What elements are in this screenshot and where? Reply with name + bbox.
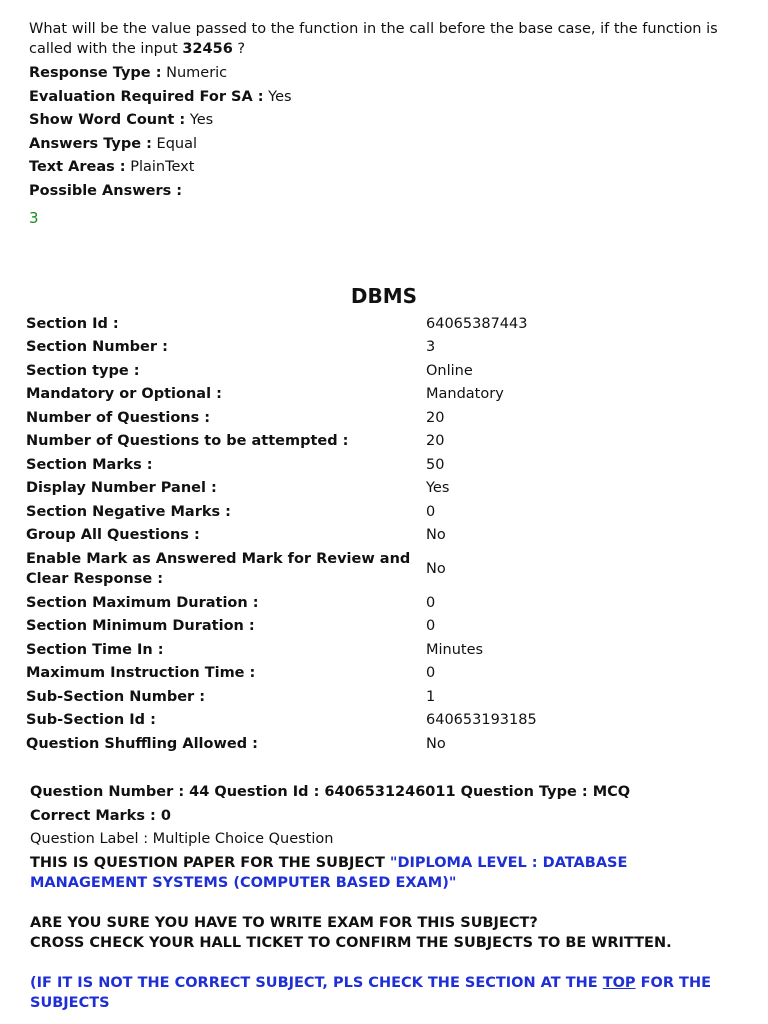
section-row xyxy=(26,430,746,454)
question-text xyxy=(29,19,729,59)
question-meta-row xyxy=(29,180,729,204)
question-meta-list xyxy=(29,62,729,203)
note-part-2: FOR THE SUBJECTS xyxy=(30,974,711,1011)
section-row xyxy=(26,453,746,477)
section-row xyxy=(26,312,746,336)
subject-notice xyxy=(30,853,742,893)
section-row-value: 20 xyxy=(426,409,445,426)
section-row xyxy=(26,615,746,639)
warning-notice xyxy=(30,913,742,953)
section-row-value: 3 xyxy=(426,339,436,356)
subject-prefix: THIS IS QUESTION PAPER FOR THE SUBJECT xyxy=(30,854,390,871)
question-text-after: ? xyxy=(232,41,246,57)
section-row-value: Online xyxy=(426,362,473,379)
section-row-value: 0 xyxy=(426,503,436,520)
section-row-key: Section type : xyxy=(26,362,140,379)
section-row xyxy=(26,336,746,360)
section-row xyxy=(26,662,746,686)
section-row-value: 0 xyxy=(426,594,436,611)
section-row-value: 640653193185 xyxy=(426,712,537,729)
section-row-key: Sub-Section Id : xyxy=(26,712,156,729)
section-row-key: Number of Questions : xyxy=(26,409,211,426)
meta-value: PlainText xyxy=(130,159,195,175)
top-link[interactable]: TOP xyxy=(602,974,636,991)
section-row-key: Enable Mark as Answered Mark for Review and Clear Response : xyxy=(26,551,411,587)
section-row-key: Section Id : xyxy=(26,315,119,332)
question-block xyxy=(29,19,729,229)
section-row-key: Section Minimum Duration : xyxy=(26,618,255,635)
section-row-value: 64065387443 xyxy=(426,315,528,332)
meta-value: Yes xyxy=(189,112,214,128)
section-row xyxy=(26,709,746,733)
mcq-question-label: Question Label : Multiple Choice Question xyxy=(30,831,334,847)
section-row xyxy=(26,638,746,662)
warning-line-2: CROSS CHECK YOUR HALL TICKET TO CONFIRM THE SUBJECTS TO BE WRITTEN. xyxy=(30,934,672,951)
meta-value: Numeric xyxy=(166,65,228,81)
section-row-key: Section Marks : xyxy=(26,456,153,473)
question-input-value: 32456 xyxy=(182,41,233,57)
question-meta-row xyxy=(29,109,729,133)
meta-value: Equal xyxy=(156,135,198,152)
section-row xyxy=(26,524,746,548)
section-row xyxy=(26,685,746,709)
section-row-value: 0 xyxy=(426,618,436,635)
section-row-value: Minutes xyxy=(426,641,484,658)
mcq-question-block xyxy=(30,781,742,1013)
section-row-key: Section Negative Marks : xyxy=(26,503,231,520)
section-row-value: Mandatory xyxy=(426,386,504,403)
section-row-value: 20 xyxy=(426,433,445,450)
section-row-value: No xyxy=(426,527,446,544)
possible-answer-value: 3 xyxy=(29,209,39,227)
meta-key: Possible Answers : xyxy=(29,182,183,199)
section-row-key: Section Number : xyxy=(26,339,168,356)
section-row-key: Section Time In : xyxy=(26,641,164,658)
section-row-key: Section Maximum Duration : xyxy=(26,594,259,611)
section-details-table xyxy=(26,312,746,756)
section-row-key: Question Shuffling Allowed : xyxy=(26,735,258,752)
meta-key: Show Word Count : xyxy=(29,112,186,128)
section-row xyxy=(26,383,746,407)
section-row-value: No xyxy=(426,561,446,577)
section-row xyxy=(26,477,746,501)
subject-name: "DIPLOMA LEVEL : DATABASE MANAGEMENT SYSTEMS (COMPUTER BASED EXAM)" xyxy=(30,854,628,891)
section-row-value: 1 xyxy=(426,688,436,705)
question-meta-row xyxy=(29,62,729,86)
warning-line-1: ARE YOU SURE YOU HAVE TO WRITE EXAM FOR THIS SUBJECT? xyxy=(30,914,538,931)
section-row xyxy=(26,406,746,430)
question-text-before: What will be the value passed to the function in the call before the base case, if the function is called with the input xyxy=(29,21,718,57)
section-row xyxy=(26,732,746,756)
question-meta-row xyxy=(29,86,729,110)
section-row-key: Display Number Panel : xyxy=(26,480,217,497)
mcq-header: Question Number : 44 Question Id : 6406531246011 Question Type : MCQ xyxy=(30,784,631,800)
section-row xyxy=(26,547,746,591)
meta-key: Text Areas : xyxy=(29,159,126,175)
meta-key: Answers Type : xyxy=(29,135,152,152)
question-meta-row xyxy=(29,156,729,180)
note-part-1: (IF IT IS NOT THE CORRECT SUBJECT, PLS CHECK THE SECTION AT THE xyxy=(30,974,603,991)
section-row-value: Yes xyxy=(426,480,450,497)
section-row-key: Mandatory or Optional : xyxy=(26,386,222,403)
section-row-value: No xyxy=(426,735,446,752)
section-row xyxy=(26,591,746,615)
question-meta-row xyxy=(29,133,729,157)
subject-check-note xyxy=(30,973,742,1013)
meta-key: Response Type : xyxy=(29,65,162,81)
section-title: DBMS xyxy=(350,284,418,308)
mcq-correct-marks: Correct Marks : 0 xyxy=(30,807,171,824)
section-row xyxy=(26,359,746,383)
section-row-key: Maximum Instruction Time : xyxy=(26,665,256,682)
section-row-key: Group All Questions : xyxy=(26,527,200,544)
section-row-key: Number of Questions to be attempted : xyxy=(26,433,349,450)
section-row-key: Sub-Section Number : xyxy=(26,688,206,705)
meta-key: Evaluation Required For SA : xyxy=(29,88,264,105)
section-row-value: 0 xyxy=(426,665,436,682)
section-row-value: 50 xyxy=(426,456,445,473)
meta-value: Yes xyxy=(268,88,292,105)
section-row xyxy=(26,500,746,524)
